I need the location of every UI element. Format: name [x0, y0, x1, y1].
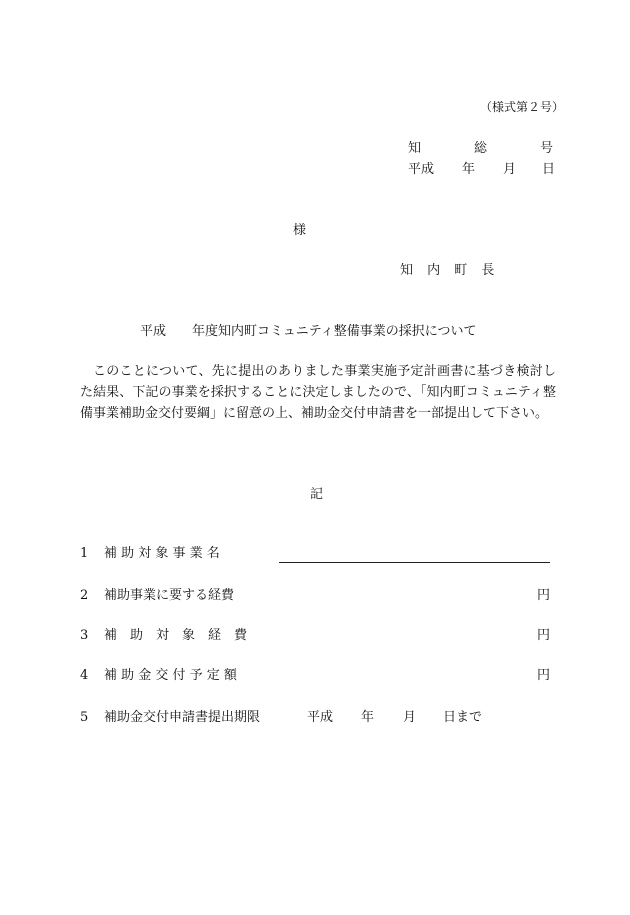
item-number: 2: [80, 588, 89, 603]
item-number: 5: [80, 710, 89, 725]
subject-title: 平成 年度知内町コミュニティ整備事業の採択について: [140, 324, 477, 339]
item-label: 補 助 対 象 事 業 名: [104, 546, 220, 561]
deadline-day: 日まで: [443, 710, 483, 725]
date-day: 日: [542, 162, 556, 177]
date-year: 年: [462, 162, 476, 177]
item-number: 1: [80, 546, 89, 561]
deadline-year: 年: [361, 710, 375, 725]
item-deadline: [80, 711, 550, 727]
body-paragraph: このことについて、先に提出のありました事業実施予定計画書に基づき検討した結果、下記の事業を採択することに決定しましたので、「知内町コミュニティ整備事業補助金交付要綱」に留意の上、補助金交付申請書を一部提出して下さい。: [80, 364, 556, 421]
form-number: （様式第２号）: [480, 100, 565, 114]
fill-in-underline: [279, 562, 550, 563]
issuer: 知 内 町 長: [400, 263, 500, 278]
yen-unit: 円: [536, 588, 550, 603]
date-era: 平成: [408, 162, 435, 177]
item-number: 4: [80, 668, 89, 683]
doc-number-prefix: 知: [408, 141, 422, 156]
item-project-cost: [80, 589, 550, 605]
yen-unit: 円: [536, 668, 550, 683]
item-eligible-cost: [80, 629, 550, 645]
yen-unit: 円: [536, 628, 550, 643]
deadline-month: 月: [403, 710, 417, 725]
doc-number-suffix: 号: [540, 141, 554, 156]
item-label: 補 助 対 象 経 費: [104, 628, 248, 643]
item-subsidy-amount: [80, 669, 550, 685]
item-label: 補助事業に要する経費: [104, 588, 235, 603]
item-label: 補助金交付申請書提出期限: [104, 710, 261, 725]
deadline-era: 平成: [307, 710, 334, 725]
doc-number-dept: 総: [474, 141, 488, 156]
item-project-name: [80, 547, 550, 563]
addressee-honorific: 様: [293, 223, 307, 238]
ki-heading: 記: [310, 487, 324, 502]
date-month: 月: [503, 162, 517, 177]
item-number: 3: [80, 628, 89, 643]
item-label: 補 助 金 交 付 予 定 額: [104, 668, 237, 683]
